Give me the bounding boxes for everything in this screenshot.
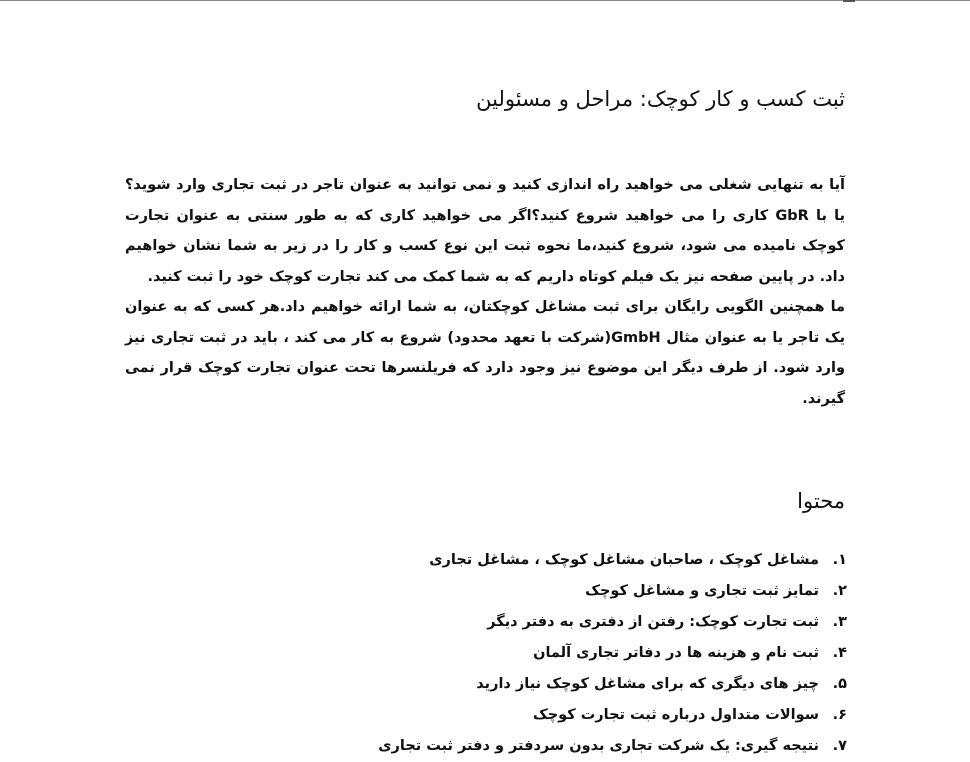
contents-item-number: ۷. bbox=[832, 738, 847, 754]
contents-item-7[interactable] bbox=[127, 731, 847, 762]
contents-item-number: ۶. bbox=[832, 707, 847, 723]
contents-item-4[interactable] bbox=[127, 638, 847, 669]
intro-paragraph-1: آیا به تنهایی شغلی می خواهید راه اندازی کنید و نمی توانید به عنوان تاجر در ثبت تجاری وارد شوید؟یا با GbR کاری را می خواهید شروع کنید؟اگر می خواهید کاری که به طور سنتی به عنوان تجارت کوچک نامیده می شود، شروع کنید،ما نحوه ثبت این نوع کسب و کار را در زیر به شما نشان خواهیم داد. در پایین صفحه نیز یک فیلم کوتاه داریم که به شما کمک می کند تجارت کوچک خود را ثبت کنید. bbox=[125, 177, 846, 285]
document-title: ثبت کسب و کار کوچک: مراحل و مسئولین bbox=[476, 87, 845, 111]
contents-item-number: ۱. bbox=[832, 552, 847, 568]
contents-item-3[interactable] bbox=[127, 607, 847, 638]
contents-item-text: تمایز ثبت تجاری و مشاغل کوچک bbox=[585, 583, 819, 599]
contents-item-number: ۴. bbox=[832, 645, 847, 661]
intro-body bbox=[125, 170, 845, 414]
contents-item-6[interactable] bbox=[127, 700, 847, 731]
contents-item-text: مشاغل کوچک ، صاحبان مشاغل کوچک ، مشاغل تجاری bbox=[429, 552, 819, 568]
contents-item-1[interactable] bbox=[127, 545, 847, 576]
intro-paragraph-2: ما همچنین الگویی رایگان برای ثبت مشاغل کوچکتان، به شما ارائه خواهیم داد.هر کسی که به عنوان یک تاجر یا به عنوان مثال GmbH(شرکت با تعهد محدود) شروع به کار می کند ، باید در ثبت تجاری نیز وارد شود. از طرف دیگر این موضوع نیز وجود دارد که فریلنسرها تحت عنوان تجارت کوچک قرار نمی گیرند. bbox=[125, 299, 846, 407]
contents-item-text: ثبت نام و هزینه ها در دفاتر تجاری آلمان bbox=[533, 645, 819, 661]
contents-item-text: چیز های دیگری که برای مشاغل کوچک نیاز دارید bbox=[476, 676, 819, 692]
contents-item-text: ثبت تجارت کوچک: رفتن از دفتری به دفتر دیگر bbox=[487, 614, 819, 630]
contents-item-text: نتیجه گیری: یک شرکت تجاری بدون سردفتر و دفتر ثبت تجاری bbox=[378, 738, 819, 754]
page-top-marker bbox=[843, 0, 855, 2]
contents-list bbox=[127, 545, 847, 762]
contents-item-text: سوالات متداول درباره ثبت تجارت کوچک bbox=[532, 707, 819, 723]
page-top-border bbox=[0, 0, 970, 1]
contents-item-2[interactable] bbox=[127, 576, 847, 607]
contents-item-number: ۳. bbox=[832, 614, 847, 630]
contents-heading: محتوا bbox=[797, 489, 845, 513]
contents-item-number: ۲. bbox=[832, 583, 847, 599]
contents-item-5[interactable] bbox=[127, 669, 847, 700]
contents-item-number: ۵. bbox=[832, 676, 847, 692]
